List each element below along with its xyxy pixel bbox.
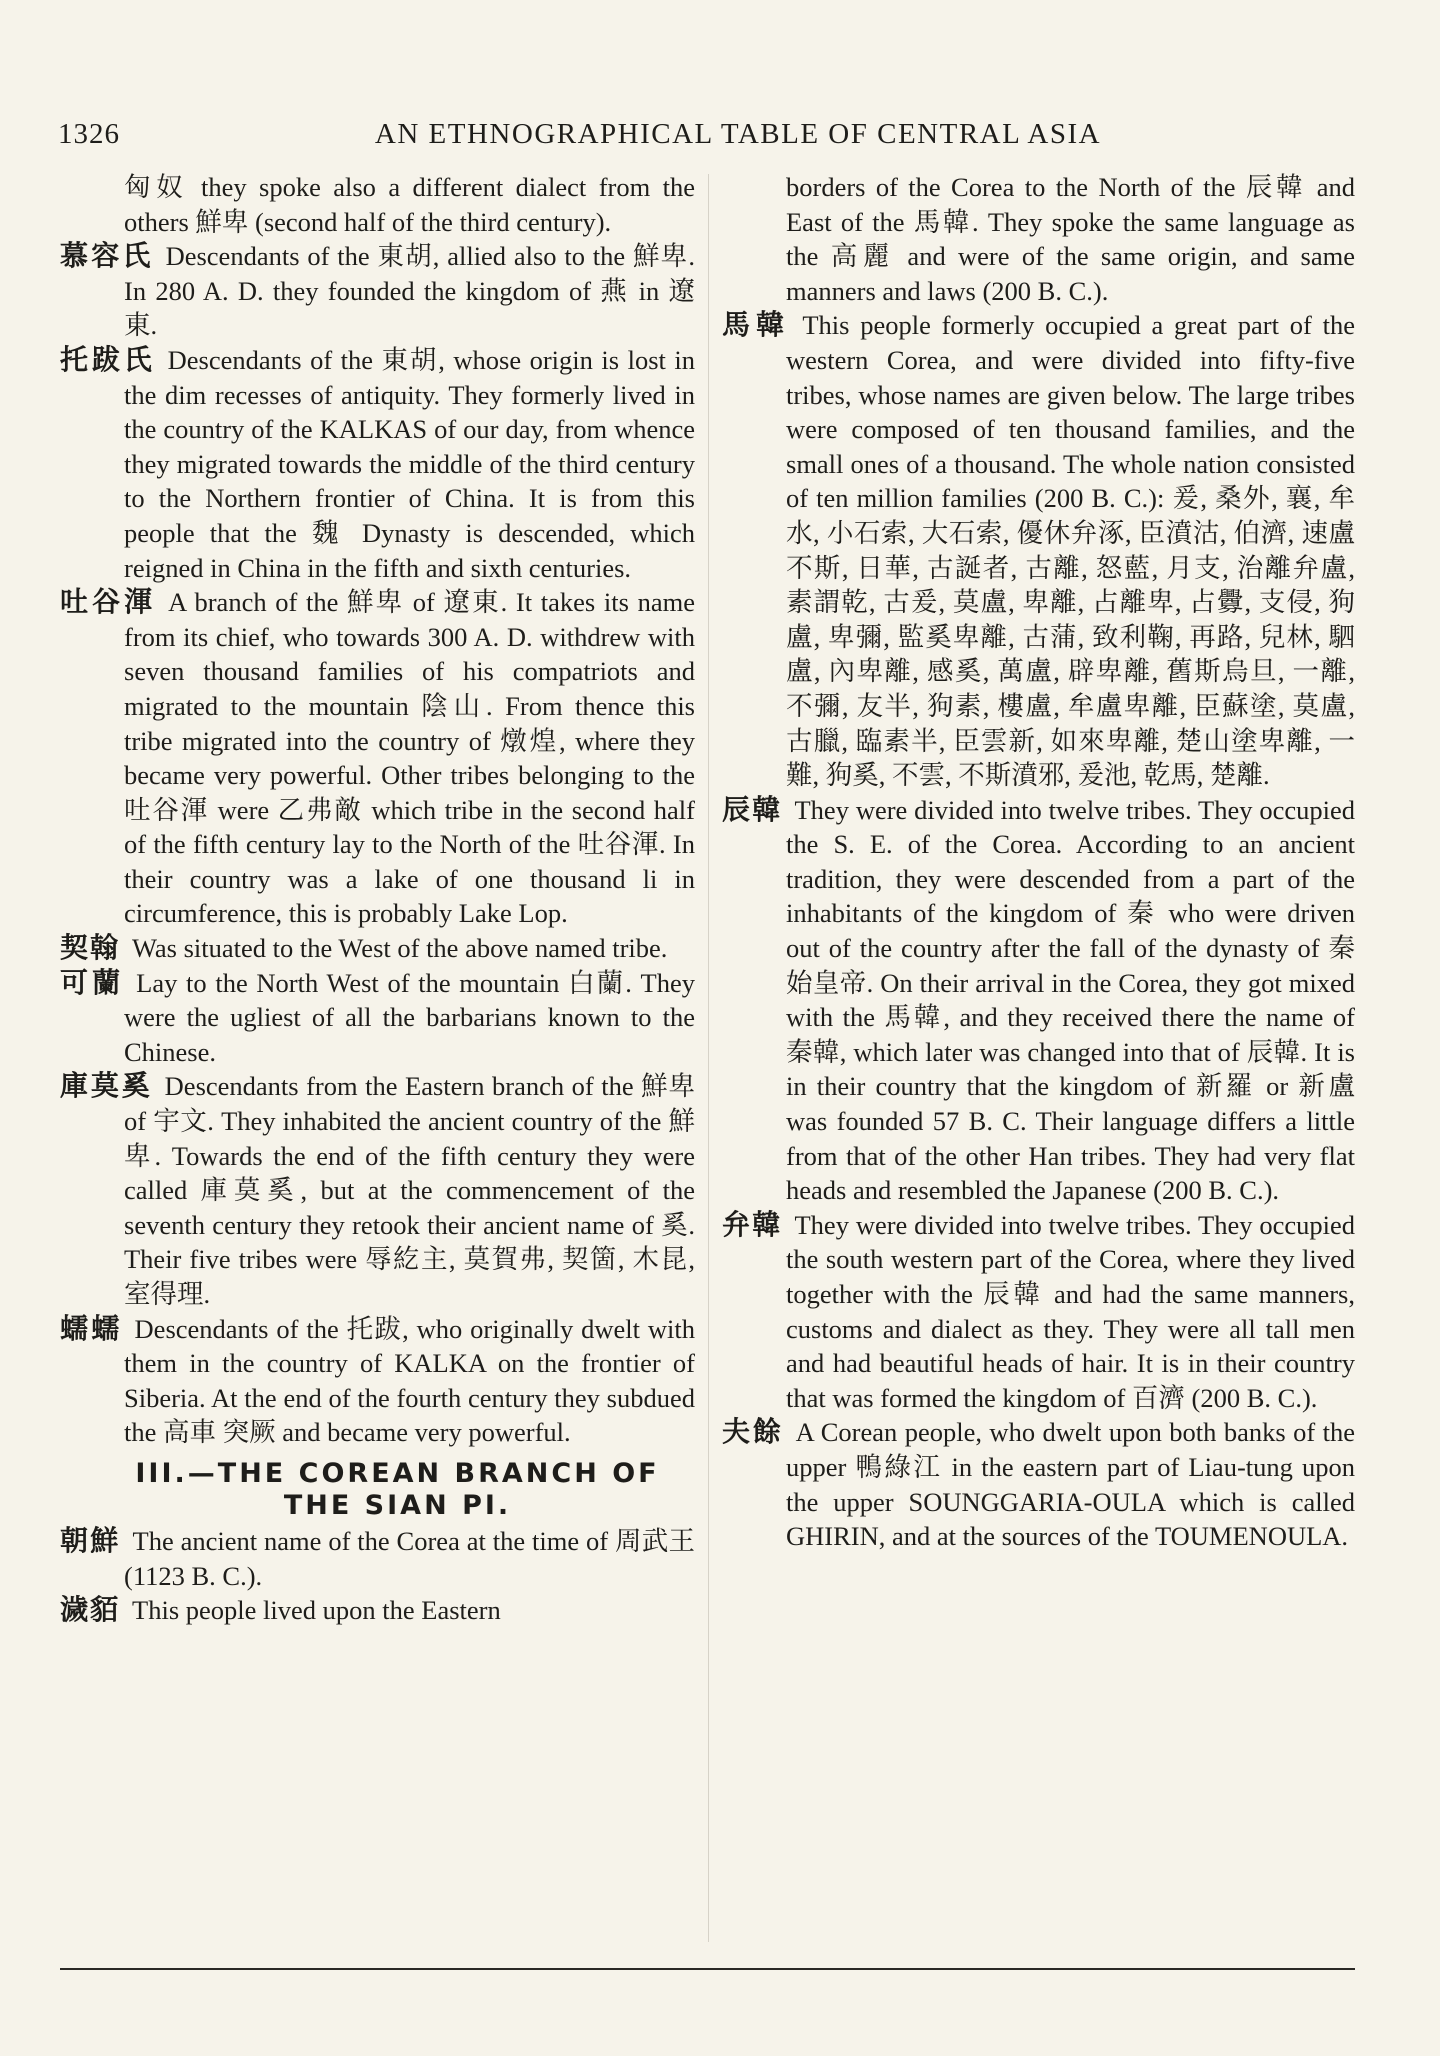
entry-heading: 吐谷渾 [60,585,157,619]
entry-fuyu [722,1415,1355,1553]
entry-heading: 契翰 [60,931,121,965]
page-number: 1326 [58,118,120,150]
running-title: AN ETHNOGRAPHICAL TABLE OF CENTRAL ASIA [374,118,1102,150]
entry-text: They were divided into twelve tribes. They occupied the south western part of the Corea, where they lived together with the 辰韓 and had the same manners, customs and dialect as they. They were all tall men and had beautiful heads of hair. It is in their country that was formed the kingdom of 百濟 (200 B. C.). [786,1209,1355,1413]
entry-heading: 馬韓 [722,308,791,342]
entry-heading: 濊貊 [60,1593,121,1627]
entry-heading: 托跋氏 [60,342,156,376]
entry-heading: 弁韓 [722,1207,783,1241]
bottom-rule [60,1968,1355,1970]
entry-ruru [60,1312,695,1450]
entry-tuoba [60,343,695,585]
entry-murong [60,239,695,343]
entry-text: The ancient name of the Corea at the time of 周武王 (1123 B. C.). [124,1525,695,1591]
entry-kumoxi [60,1069,695,1311]
entry-text: A Corean people, who dwelt upon both banks of the upper 鴨綠江 in the eastern part of Liau-tung upon the upper SOUNGGARIA-OULA which is called GHIRIN, and at the sources of the TOUMENOULA. [786,1417,1355,1552]
right-column [722,170,1355,1554]
entry-text: Was situated to the West of the above named tribe. [132,933,668,964]
entry-text: Descendants of the 托跋, who originally dwelt with them in the country of KALKA on the frontier of Siberia. At the end of the fourth century they subdued the 高車 突厥 and became very powerful. [124,1313,695,1448]
entry-text: This people lived upon the Eastern [132,1595,501,1626]
entry-heading: 可蘭 [60,965,125,999]
entry-chaoxian [60,1524,695,1593]
entry-heading: 庫莫奚 [60,1069,153,1103]
entry-text: This people formerly occupied a great part of the western Corea, and were divided into fifty-five tribes, whose names are given below. The large tribes were composed of ten thousand families, and the small ones of a thousand. The whole nation consisted of ten million families (200 B. C.): 爰, 桑外, 襄, 牟水, 小石索, 大石索, 優休弁涿, 臣濆沽, 伯濟, 速盧不斯, 日華, 古誕者, 古離, 怒藍, 月支, 治離弁盧, 素謂乾, 古爰, 莫盧, 卑離, 占離卑, 占釁, 支侵, 狗盧, 卑彌, 監奚卑離, 古蒲, 致利鞠, 再路, 兒林, 駟盧, 內卑離, 感奚, 萬盧, 辟卑離, 舊斯烏旦, 一離, 不彌, 友半, 狗素, 樓盧, 牟盧卑離, 臣蘇塗, 莫盧, 古臘, 臨素半, 臣雲新, 如來卑離, 楚山塗卑離, 一難, 狗奚, 不雲, 不斯濆邪, 爰池, 乾馬, 楚離. [786,310,1355,791]
continued-paragraph [60,170,695,239]
entry-bianhan [722,1208,1355,1416]
entry-heading: 蠕蠕 [60,1311,123,1345]
column-divider [708,174,709,1942]
entry-kelan [60,966,695,1070]
entry-text: borders of the Corea to the North of the 辰韓 and East of the 馬韓. They spoke the same language as the 高麗 and were of the same origin, and same manners and laws (200 B. C.). [786,172,1355,306]
text-columns [60,170,1355,1940]
entry-huimo [60,1593,695,1628]
entry-heading: 夫餘 [722,1415,784,1449]
continued-paragraph [722,170,1355,308]
left-column [60,170,695,1628]
entry-text: They were divided into twelve tribes. They occupied the S. E. of the Corea. According to an ancient tradition, they were descended from a part of the inhabitants of the kingdom of 秦 who were driven out of the country after the fall of the dynasty of 秦始皇帝. On their arrival in the Corea, they got mixed with the 馬韓, and they received there the name of 秦韓, which later was changed into that of 辰韓. It is in their country that the kingdom of 新羅 or 新盧 was founded 57 B. C. Their language differs a little from that of the other Han tribes. They had very flat heads and resembled the Japanese (200 B. C.). [786,794,1355,1206]
entry-text: Descendants of the 東胡, whose origin is lost in the dim recesses of antiquity. They formerly lived in the country of the KALKAS of our day, from whence they migrated towards the middle of the third century to the Northern frontier of China. It is from this people that the 魏 Dynasty is descended, which reigned in China in the fifth and sixth centuries. [124,344,695,583]
entry-tuyuhun [60,585,695,931]
entry-heading: 辰韓 [722,792,783,826]
entry-text: 匈奴 they spoke also a different dialect from the others 鮮卑 (second half of the third century). [124,172,695,237]
section-heading: III.—THE COREAN BRANCH OF THE SIAN PI. [135,1457,660,1521]
page-header [58,112,1348,156]
entry-text: Descendants of the 東胡, allied also to the 鮮卑. In 280 A. D. they founded the kingdom of 燕 in 遼東. [124,241,695,341]
entry-text: A branch of the 鮮卑 of 遼東. It takes its name from its chief, who towards 300 A. D. withdrew with seven thousand families of his compatriots and migrated to the mountain 陰山. From thence this tribe migrated into the country of 燉煌, where they became very powerful. Other tribes belonging to the 吐谷渾 were 乙弗敵 which tribe in the second half of the fifth century lay to the North of the 吐谷渾. In their country was a lake of one thousand li in circumference, this is probably Lake Lop. [124,587,695,929]
entry-heading: 慕容氏 [60,239,154,273]
entry-text: Lay to the North West of the mountain 白蘭. They were the ugliest of all the barbarians known to the Chinese. [124,967,695,1067]
entry-qihan [60,931,695,966]
entry-chenhan [722,793,1355,1208]
entry-mahan [722,308,1355,792]
entry-text: Descendants from the Eastern branch of the 鮮卑 of 宇文. They inhabited the ancient country of the 鮮卑. Towards the end of the fifth century they were called 庫莫奚, but at the commencement of the seventh century they retook their ancient name of 奚. Their five tribes were 辱紇主, 莫賀弗, 契箇, 木昆, 室得理. [124,1071,695,1309]
entry-heading: 朝鮮 [60,1523,121,1557]
